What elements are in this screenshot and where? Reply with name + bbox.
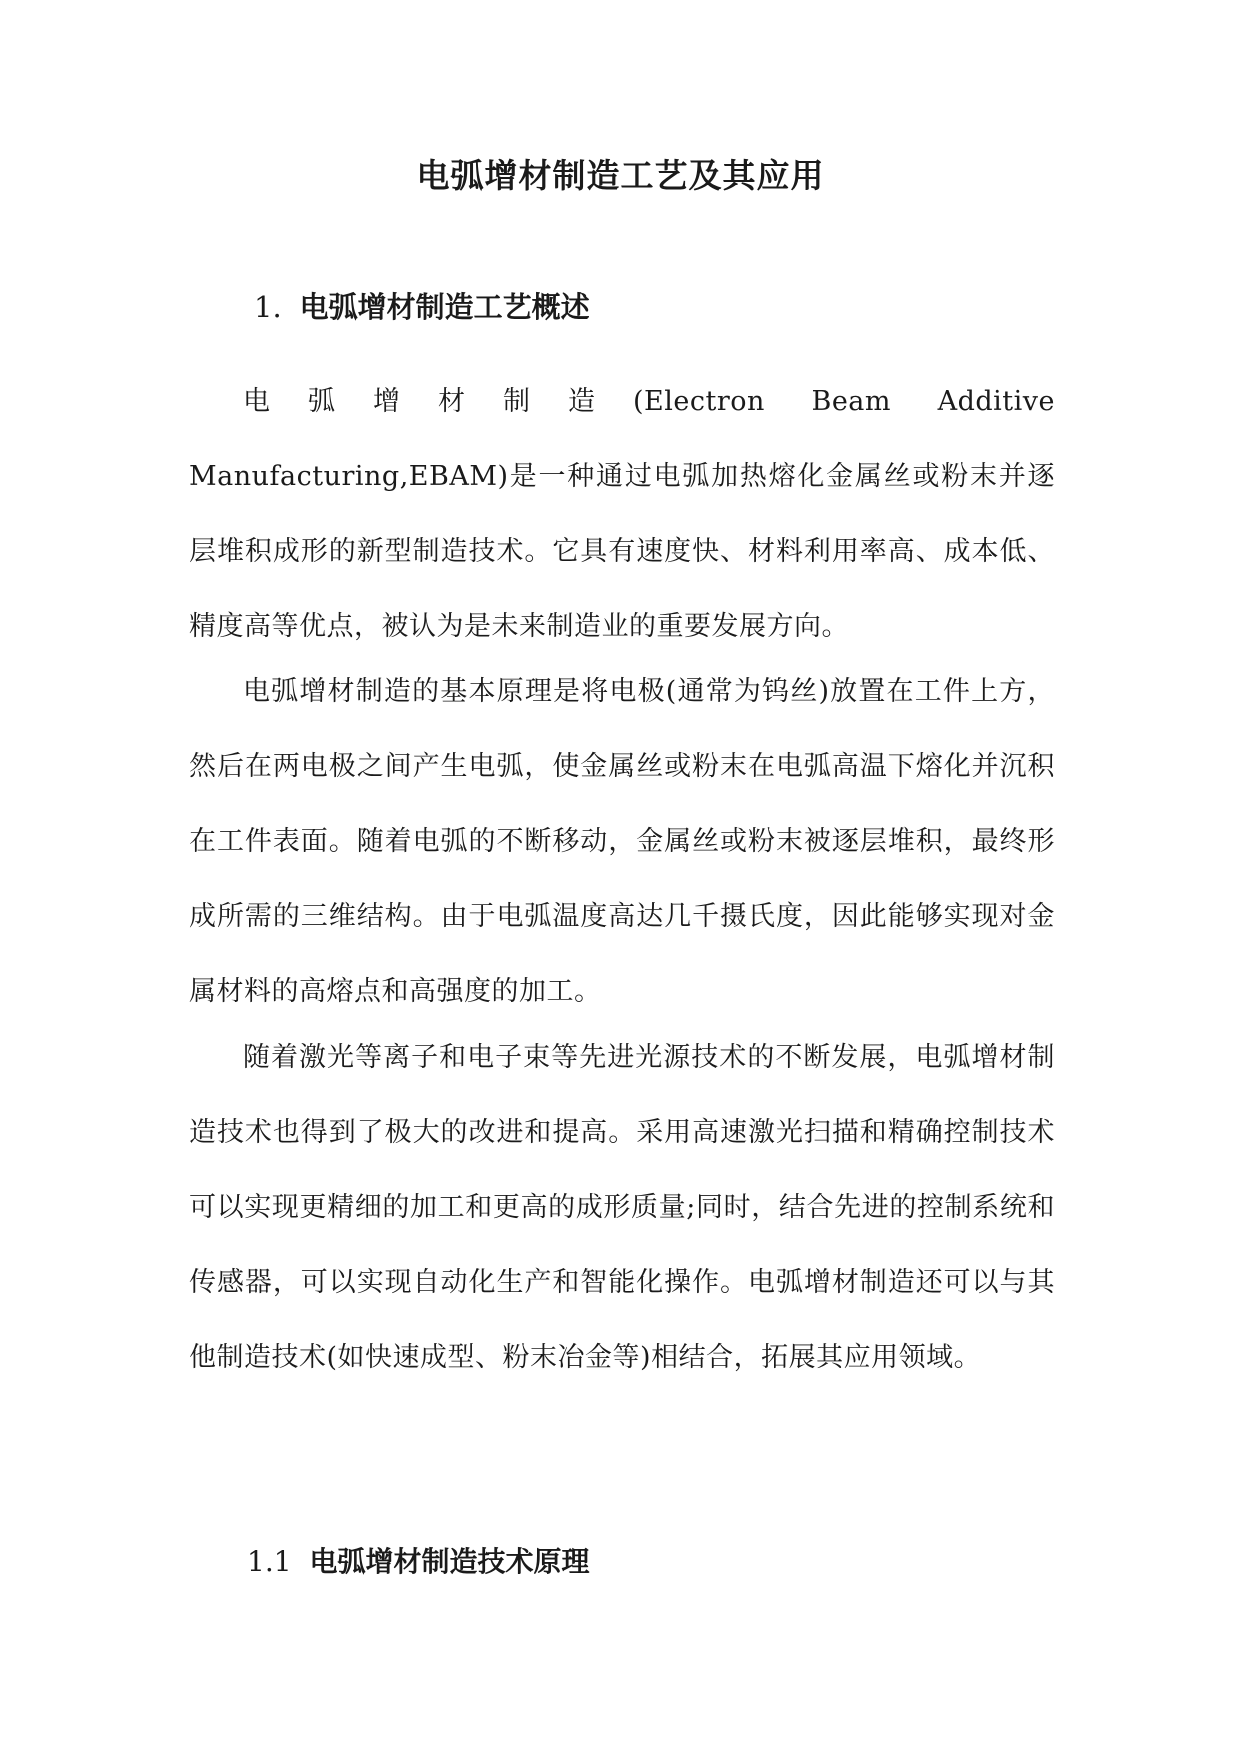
paragraph-2: 电弧增材制造的基本原理是将电极(通常为钨丝)放置在工件上方，然后在两电极之间产生电弧，使金属丝或粉末在电弧高温下熔化并沉积在工件表面。随着电弧的不断移动，金属丝或粉末被逐层堆积，最终形成所需的三维结构。由于电弧温度高达几千摄氏度，因此能够实现对金属材料的高熔点和高强度的加工。 — [189, 676, 1055, 1007]
section-number: 1.1 — [247, 1545, 292, 1578]
section-title: 电弧增材制造工艺概述 — [299, 290, 590, 324]
paragraph-3: 随着激光等离子和电子束等先进光源技术的不断发展，电弧增材制造技术也得到了极大的改进和提高。采用高速激光扫描和精确控制技术可以实现更精细的加工和更高的成形质量;同时，结合先进的控制系统和传感器，可以实现自动化生产和智能化操作。电弧增材制造还可以与其他制造技术(如快速成型、粉末冶金等)相结合，拓展其应用领域。 — [189, 1042, 1055, 1373]
section-title: 电弧增材制造技术原理 — [309, 1545, 590, 1578]
section-heading-1 — [254, 285, 590, 326]
paragraph-1: 电弧增材制造(Electron Beam Additive Manufacturing,EBAM)是一种通过电弧加热熔化金属丝或粉末并逐层堆积成形的新型制造技术。它具有速度快、材料利用率高、成本低、精度高等优点，被认为是未来制造业的重要发展方向。 — [189, 386, 1055, 642]
section-number: 1. — [254, 290, 282, 324]
document-title: 电弧增材制造工艺及其应用 — [416, 156, 825, 195]
section-heading-1-1 — [247, 1540, 590, 1580]
